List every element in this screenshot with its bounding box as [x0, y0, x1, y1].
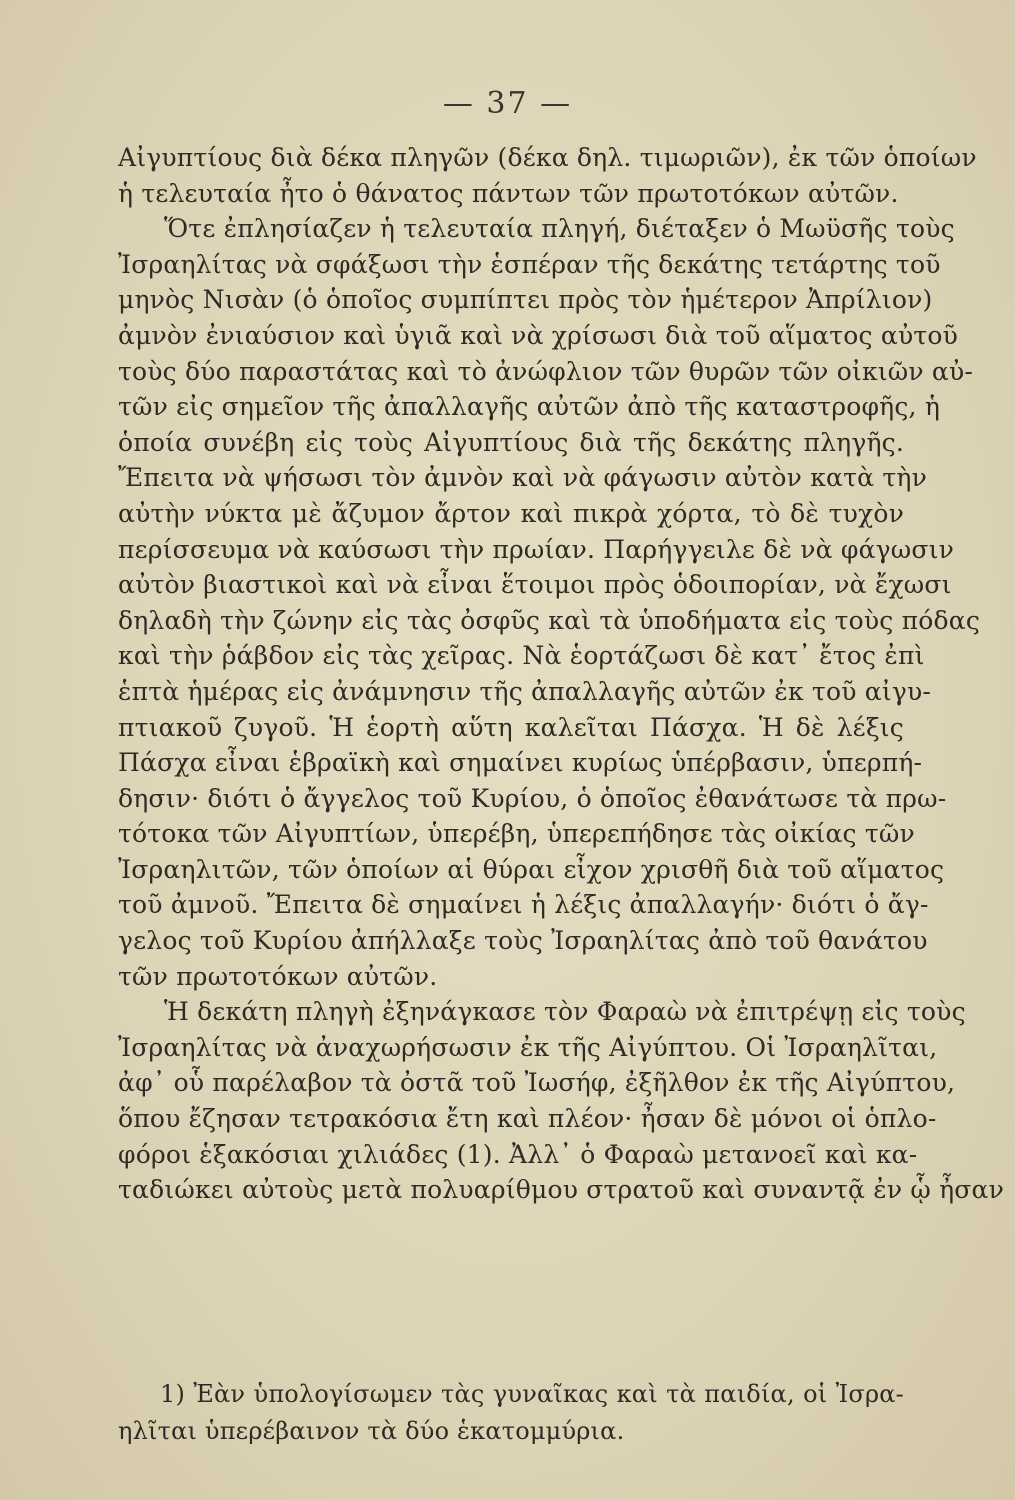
text-line: Ἔπειτα νὰ ψήσωσι τὸν ἀμνὸν καὶ νὰ φάγωσιν αὐτὸν κατὰ τὴν [118, 463, 927, 493]
text-line: περίσσευμα νὰ καύσωσι τὴν πρωίαν. Παρήγγειλε δὲ νὰ φάγωσιν [118, 534, 955, 564]
text-line: τῶν πρωτοτόκων αὐτῶν. [118, 961, 438, 991]
body-text [118, 140, 1005, 1208]
text-line: ἡ τελευταία ἦτο ὁ θάνατος πάντων τῶν πρωτοτόκων αὐτῶν. [118, 178, 899, 208]
text-line: Πάσχα εἶναι ἑβραϊκὴ καὶ σημαίνει κυρίως ὑπέρβασιν, ὑπερπή- [118, 748, 923, 778]
text-line: Ἰσραηλίτας νὰ σφάξωσι τὴν ἑσπέραν τῆς δεκάτης τετάρτης τοῦ [118, 249, 941, 279]
text-line: τοὺς δύο παραστάτας καὶ τὸ ἀνώφλιον τῶν θυρῶν τῶν οἰκιῶν αὐ- [118, 356, 974, 386]
text-line: δησιν· διότι ὁ ἄγγελος τοῦ Κυρίου, ὁ ὁποῖος ἐθανάτωσε τὰ πρω- [118, 783, 947, 813]
text-line: γελος τοῦ Κυρίου ἀπήλλαξε τοὺς Ἰσραηλίτας ἀπὸ τοῦ θανάτου [118, 926, 928, 956]
text-line: φόροι ἑξακόσιαι χιλιάδες (1). Ἀλλ᾿ ὁ Φαραὼ μετανοεῖ καὶ κα- [118, 1139, 918, 1169]
text-line: αὐτὴν νύκτα μὲ ἄζυμον ἄρτον καὶ πικρὰ χόρτα, τὸ δὲ τυχὸν [118, 498, 904, 528]
text-line: πτιακοῦ ζυγοῦ. Ἡ ἑορτὴ αὕτη καλεῖται Πάσχα. Ἡ δὲ λέξις [118, 712, 904, 742]
text-line: τότοκα τῶν Αἰγυπτίων, ὑπερέβη, ὑπερεπήδησε τὰς οἰκίας τῶν [118, 819, 915, 849]
text-line: καὶ τὴν ῥάβδον εἰς τὰς χεῖρας. Νὰ ἑορτάζωσι δὲ κατ᾿ ἔτος ἐπὶ [118, 641, 925, 671]
text-line: Ἡ δεκάτη πληγὴ ἐξηνάγκασε τὸν Φαραὼ νὰ ἐπιτρέψῃ εἰς τοὺς [164, 997, 966, 1027]
text-line: ἀφ᾿ οὗ παρέλαβον τὰ ὀστᾶ τοῦ Ἰωσήφ, ἐξῆλθον ἐκ τῆς Αἰγύπτου, [118, 1068, 956, 1098]
text-line: ὁποία συνέβη εἰς τοὺς Αἰγυπτίους διὰ τῆς δεκάτης πληγῆς. [118, 427, 904, 457]
footnote-line: 1) Ἐὰν ὑπολογίσωμεν τὰς γυναῖκας καὶ τὰ παιδία, οἱ Ἰσρα- [160, 1380, 904, 1408]
text-line: τοῦ ἀμνοῦ. Ἔπειτα δὲ σημαίνει ἡ λέξις ἀπαλλαγήν· διότι ὁ ἄγ- [118, 890, 929, 920]
text-line: δηλαδὴ τὴν ζώνην εἰς τὰς ὀσφῦς καὶ τὰ ὑποδήματα εἰς τοὺς πόδας [118, 605, 981, 635]
footnote [118, 1376, 904, 1450]
text-line: Αἰγυπτίους διὰ δέκα πληγῶν (δέκα δηλ. τιμωριῶν), ἐκ τῶν ὁποίων [118, 143, 977, 172]
text-line: ταδιώκει αὐτοὺς μετὰ πολυαρίθμου στρατοῦ καὶ συναντᾷ ἐν ᾧ ἦσαν [118, 1175, 1005, 1205]
text-line: ὅπου ἔζησαν τετρακόσια ἔτη καὶ πλέον· ἦσαν δὲ μόνοι οἱ ὁπλο- [118, 1104, 937, 1134]
text-line: Ἰσραηλιτῶν, τῶν ὁποίων αἱ θύραι εἶχον χρισθῆ διὰ τοῦ αἵματος [118, 854, 945, 884]
text-line: ἀμνὸν ἐνιαύσιον καὶ ὑγιᾶ καὶ νὰ χρίσωσι διὰ τοῦ αἵματος αὐτοῦ [118, 320, 959, 350]
text-line: μηνὸς Νισὰν (ὁ ὁποῖος συμπίπτει πρὸς τὸν ἡμέτερον Ἀπρίλιον) [118, 285, 933, 315]
footnote-line: ηλῖται ὑπερέβαινον τὰ δύο ἑκατομμύρια. [118, 1417, 625, 1445]
text-line: ἑπτὰ ἡμέρας εἰς ἀνάμνησιν τῆς ἀπαλλαγῆς αὐτῶν ἐκ τοῦ αἰγυ- [118, 676, 932, 706]
text-line: Ἰσραηλίτας νὰ ἀναχωρήσωσιν ἐκ τῆς Αἰγύπτου. Οἱ Ἰσραηλῖται, [118, 1032, 938, 1062]
page-number: — 37 — [442, 86, 573, 121]
text-line: Ὅτε ἐπλησίαζεν ἡ τελευταία πληγή, διέταξεν ὁ Μωϋσῆς τοὺς [164, 214, 955, 244]
text-line: αὐτὸν βιαστικοὶ καὶ νὰ εἶναι ἕτοιμοι πρὸς ὁδοιπορίαν, νὰ ἔχωσι [118, 570, 952, 600]
text-line: τῶν εἰς σημεῖον τῆς ἀπαλλαγῆς αὐτῶν ἀπὸ τῆς καταστροφῆς, ἡ [118, 392, 941, 422]
